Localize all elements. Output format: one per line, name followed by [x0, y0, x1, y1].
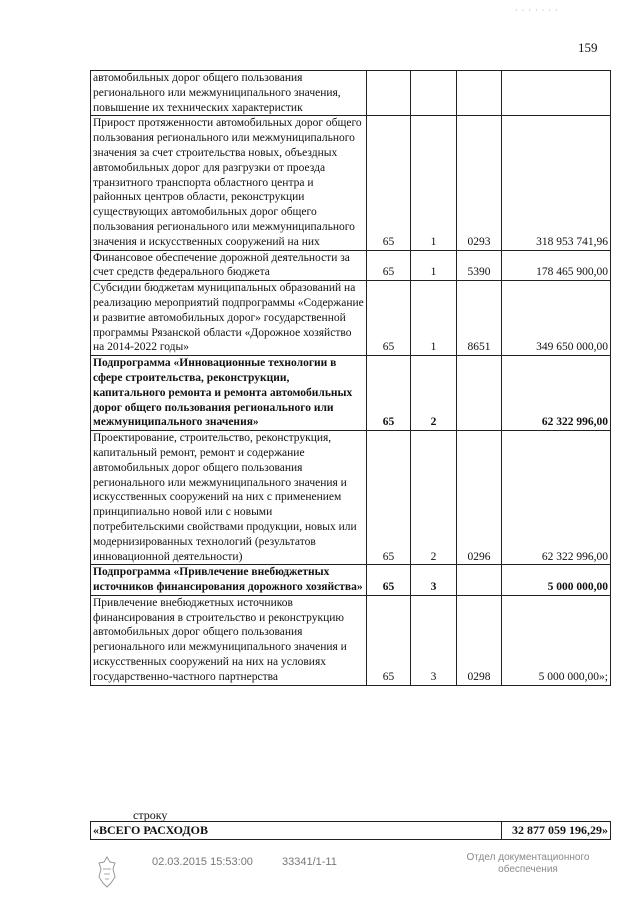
stamp-line-1: Отдел документационного [466, 852, 590, 863]
row-target-code: 8651 [457, 281, 502, 356]
total-label: «ВСЕГО РАСХОДОВ [91, 822, 502, 840]
footer-datetime: 02.03.2015 15:53:00 [152, 856, 253, 868]
row-ved-code: 65 [367, 281, 411, 356]
row-ved-code [367, 71, 411, 116]
coat-of-arms-icon [96, 855, 118, 894]
row-description: автомобильных дорог общего пользования регионального или межмуниципального значения, повышение их технических характеристик [91, 71, 367, 116]
row-amount: 5 000 000,00»; [502, 595, 611, 685]
row-target-code [457, 356, 502, 431]
table-row [91, 116, 611, 250]
row-section-code: 3 [411, 565, 457, 596]
table-row [91, 356, 611, 431]
page-number: 159 [578, 40, 598, 55]
row-ved-code: 65 [367, 565, 411, 596]
table-row [91, 281, 611, 356]
row-description: Прирост протяженности автомобильных дорог общего пользования регионального или межмуниципального значения за счет строительства новых, объездных автомобильных дорог для разгрузки от проезда транзитного транспорта областного центра и районных центров области, реконструкции существующих автомобильных дорог общего пользования регионального или межмуниципального значения и искусственных сооружений на них [91, 116, 367, 250]
row-section-code [411, 71, 457, 116]
footer-doc-number: 33341/1-11 [282, 856, 337, 868]
row-description: Финансовое обеспечение дорожной деятельности за счет средств федерального бюджета [91, 250, 367, 281]
row-amount: 62 322 996,00 [502, 356, 611, 431]
table-row [91, 565, 611, 596]
row-section-code: 3 [411, 595, 457, 685]
row-section-code: 2 [411, 356, 457, 431]
row-target-code: 0293 [457, 116, 502, 250]
row-amount: 349 650 000,00 [502, 281, 611, 356]
row-section-code: 2 [411, 431, 457, 565]
row-description: Субсидии бюджетам муниципальных образований на реализацию мероприятий подпрограммы «Содержание и развитие автомобильных дорог» государственной программы Рязанской области «Дорожное хозяйство на 2014-2022 годы» [91, 281, 367, 356]
row-section-code: 1 [411, 281, 457, 356]
row-ved-code: 65 [367, 431, 411, 565]
stamp-line-2: обеспечения [498, 864, 558, 875]
row-amount: 178 465 900,00 [502, 250, 611, 281]
total-sum: 32 877 059 196,29» [502, 822, 611, 840]
table-row [91, 431, 611, 565]
row-ved-code: 65 [367, 356, 411, 431]
row-ved-code: 65 [367, 116, 411, 250]
row-ved-code: 65 [367, 250, 411, 281]
insert-instruction: строку [133, 808, 168, 822]
row-amount: 62 322 996,00 [502, 431, 611, 565]
row-ved-code: 65 [367, 595, 411, 685]
row-target-code [457, 565, 502, 596]
total-table [90, 821, 611, 840]
table-row [91, 71, 611, 116]
row-description: Подпрограмма «Инновационные технологии в сфере строительства, реконструкции, капитального ремонта и ремонта автомобильных дорог общего пользования регионального или межмуниципального значения» [91, 356, 367, 431]
row-amount: 5 000 000,00 [502, 565, 611, 596]
row-section-code: 1 [411, 250, 457, 281]
row-target-code [457, 71, 502, 116]
total-row [91, 822, 611, 840]
table-row [91, 250, 611, 281]
row-target-code: 5390 [457, 250, 502, 281]
row-description: Проектирование, строительство, реконструкция, капитальный ремонт, ремонт и содержание автомобильных дорог общего пользования регионального или межмуниципального значения и искусственных сооружений на них с применением принципиально новой или с новыми потребительскими свойствами продукции, новых или модернизированных технологий (результатов инновационной деятельности) [91, 431, 367, 565]
table-row [91, 595, 611, 685]
row-target-code: 0296 [457, 431, 502, 565]
row-amount [502, 71, 611, 116]
budget-table [90, 70, 611, 686]
row-description: Привлечение внебюджетных источников финансирования в строительство и реконструкцию автомобильных дорог общего пользования регионального или межмуниципального значения и искусственных сооружений на них на условиях государственно-частного партнерства [91, 595, 367, 685]
row-description: Подпрограмма «Привлечение внебюджетных источников финансирования дорожного хозяйства» [91, 565, 367, 596]
scan-marks: · · · · · · · [515, 6, 559, 15]
row-section-code: 1 [411, 116, 457, 250]
department-stamp [448, 852, 608, 876]
row-target-code: 0298 [457, 595, 502, 685]
row-amount: 318 953 741,96 [502, 116, 611, 250]
